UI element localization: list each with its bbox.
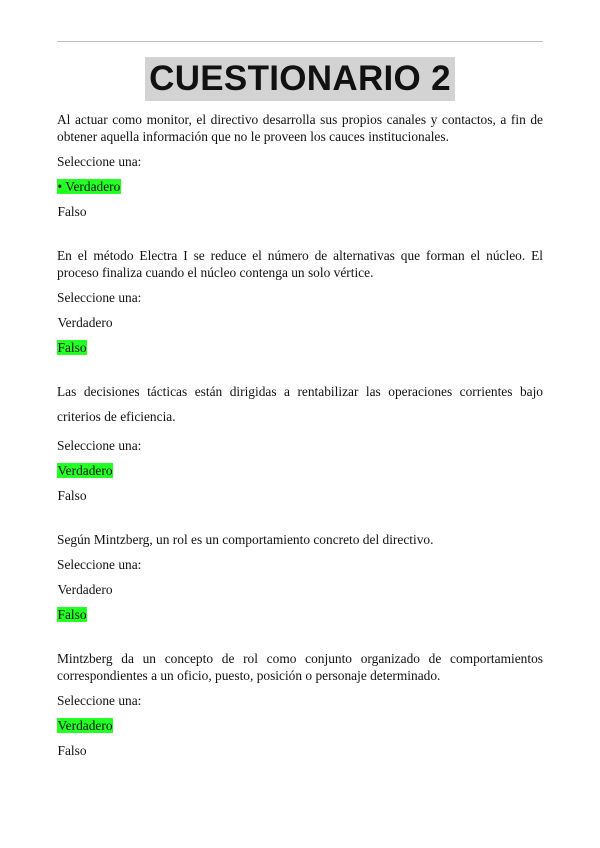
select-prompt: Seleccione una:	[57, 693, 142, 708]
title-area	[0, 57, 600, 101]
option-label: Falso	[57, 204, 87, 219]
option-label: Verdadero	[57, 315, 113, 330]
option-label: Falso	[57, 743, 87, 758]
option-falso[interactable]	[57, 487, 543, 504]
option-label: Verdadero	[57, 582, 113, 597]
top-rule	[57, 41, 543, 42]
option-verdadero[interactable]	[57, 178, 543, 195]
option-falso[interactable]	[57, 742, 543, 759]
option-verdadero[interactable]	[57, 717, 543, 734]
select-prompt: Seleccione una:	[57, 154, 142, 169]
option-falso[interactable]	[57, 339, 543, 356]
option-verdadero[interactable]	[57, 462, 543, 479]
option-label: Falso	[57, 607, 87, 622]
option-label: Verdadero	[57, 718, 113, 733]
question-block-1	[57, 111, 543, 220]
question-block-4	[57, 531, 543, 623]
option-label: Falso	[57, 488, 87, 503]
select-prompt: Seleccione una:	[57, 290, 142, 305]
select-prompt: Seleccione una:	[57, 557, 142, 572]
option-label: Verdadero	[57, 463, 113, 478]
question-block-5	[57, 650, 543, 759]
page-title: CUESTIONARIO 2	[145, 57, 455, 101]
option-verdadero[interactable]	[57, 581, 543, 598]
question-block-2	[57, 247, 543, 356]
option-verdadero[interactable]	[57, 314, 543, 331]
option-falso[interactable]	[57, 203, 543, 220]
question-text: Al actuar como monitor, el directivo desarrolla sus propios canales y contactos, a fin de obtener aquella información que no le proveen los cauces institucionales.	[57, 112, 543, 144]
question-text: En el método Electra I se reduce el número de alternativas que forman el núcleo. El proceso finaliza cuando el núcleo contenga un solo vértice.	[57, 248, 543, 280]
option-label: Falso	[57, 340, 87, 355]
option-label: • Verdadero	[57, 179, 121, 194]
option-falso[interactable]	[57, 606, 543, 623]
question-text: Mintzberg da un concepto de rol como conjunto organizado de comportamientos correspondientes a un oficio, puesto, posición o personaje determinado.	[57, 651, 543, 683]
question-text: Según Mintzberg, un rol es un comportamiento concreto del directivo.	[57, 532, 434, 547]
question-text: Las decisiones tácticas están dirigidas a rentabilizar las operaciones corrientes bajo criterios de eficiencia.	[57, 384, 543, 424]
question-block-3	[57, 379, 543, 504]
select-prompt: Seleccione una:	[57, 438, 142, 453]
questionnaire	[57, 111, 543, 786]
